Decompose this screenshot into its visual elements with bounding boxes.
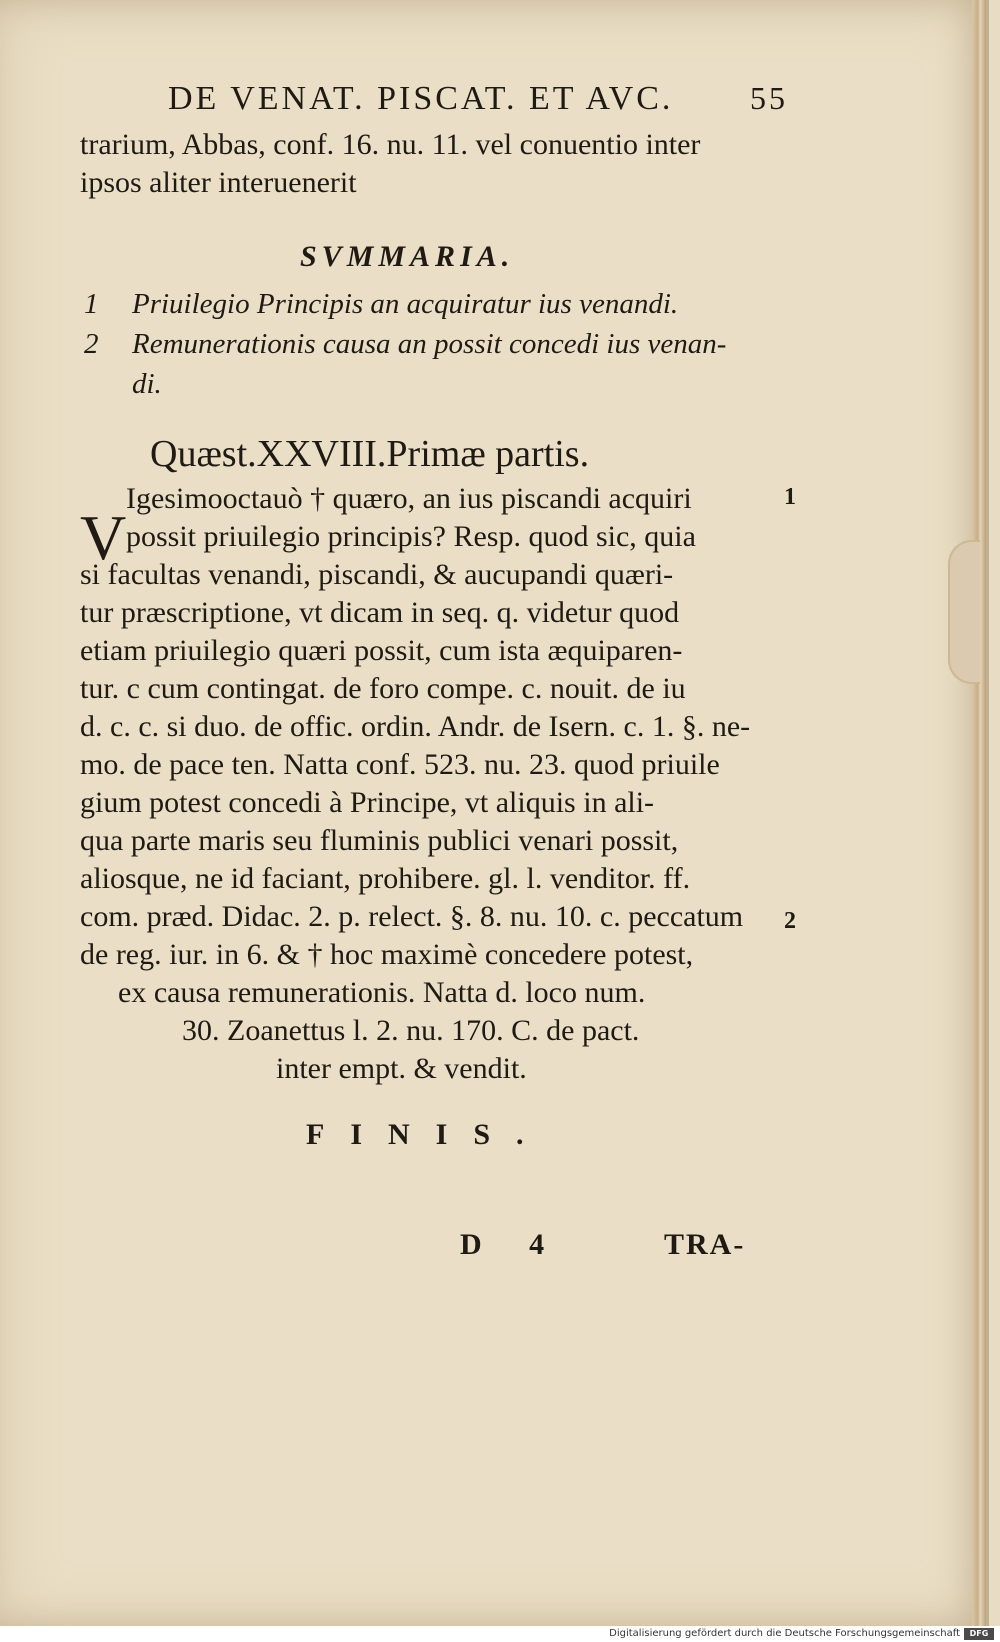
summaria-heading: SVMMARIA. <box>300 240 515 273</box>
page-number: 55 <box>750 80 788 116</box>
catchword: TRA- <box>664 1228 746 1261</box>
body-line: tur. c cum contingat. de foro compe. c. nouit. de iu <box>80 672 686 705</box>
margin-note-1: 1 <box>784 484 796 510</box>
page-edge <box>972 0 986 1626</box>
body-line: inter empt. & vendit. <box>276 1052 527 1085</box>
body-line: si facultas venandi, piscandi, & aucupandi quæri- <box>80 558 674 591</box>
continuation-line-2: ipsos aliter interuenerit <box>80 166 357 199</box>
body-line: aliosque, ne id faciant, prohibere. gl. l. venditor. ff. <box>80 862 691 895</box>
body-line: tur præscriptione, vt dicam in seq. q. videtur quod <box>80 596 680 629</box>
summaria-item-1: Priuilegio Principis an acquiratur ius venandi. <box>132 288 679 320</box>
body-line: Igesimooctauò † quæro, an ius piscandi acquiri <box>126 482 692 515</box>
summaria-num-1: 1 <box>84 288 99 320</box>
running-title: DE VENAT. PISCAT. ET AVC. <box>168 80 674 117</box>
body-line: etiam priuilegio quæri possit, cum ista æquiparen- <box>80 634 683 667</box>
question-heading: Quæst.XXVIII.Primæ partis. <box>150 433 590 475</box>
body-line: gium potest concedi à Principe, vt aliquis in ali- <box>80 786 655 819</box>
digitization-note: Digitalisierung gefördert durch die Deutsche Forschungsgemeinschaft <box>609 1628 960 1639</box>
dfg-logo: DFG <box>964 1628 994 1640</box>
running-header <box>168 80 788 124</box>
body-line: ex causa remunerationis. Natta d. loco num. <box>118 976 646 1009</box>
drop-cap: V <box>80 502 127 573</box>
body-line: d. c. c. si duo. de offic. ordin. Andr. de Isern. c. 1. §. ne- <box>80 710 751 743</box>
body-line: de reg. iur. in 6. & † hoc maximè concedere potest, <box>80 938 694 971</box>
body-line: qua parte maris seu fluminis publici venari possit, <box>80 824 679 857</box>
signature-mark: D 4 <box>460 1228 565 1261</box>
margin-note-2: 2 <box>784 908 796 934</box>
summaria-item-2-cont: di. <box>132 368 162 400</box>
finis: FINIS. <box>306 1118 550 1151</box>
binding-tab <box>948 540 980 684</box>
summaria-item-2: Remunerationis causa an possit concedi ius venan- <box>132 328 727 360</box>
continuation-line-1: trarium, Abbas, conf. 16. nu. 11. vel conuentio inter <box>80 128 701 161</box>
body-line: 30. Zoanettus l. 2. nu. 170. C. de pact. <box>182 1014 640 1047</box>
body-line: possit priuilegio principis? Resp. quod sic, quia <box>126 520 696 553</box>
summaria-num-2: 2 <box>84 328 99 360</box>
body-line: mo. de pace ten. Natta conf. 523. nu. 23. quod priuile <box>80 748 720 781</box>
body-line: com. præd. Didac. 2. p. relect. §. 8. nu. 10. c. peccatum <box>80 900 744 933</box>
